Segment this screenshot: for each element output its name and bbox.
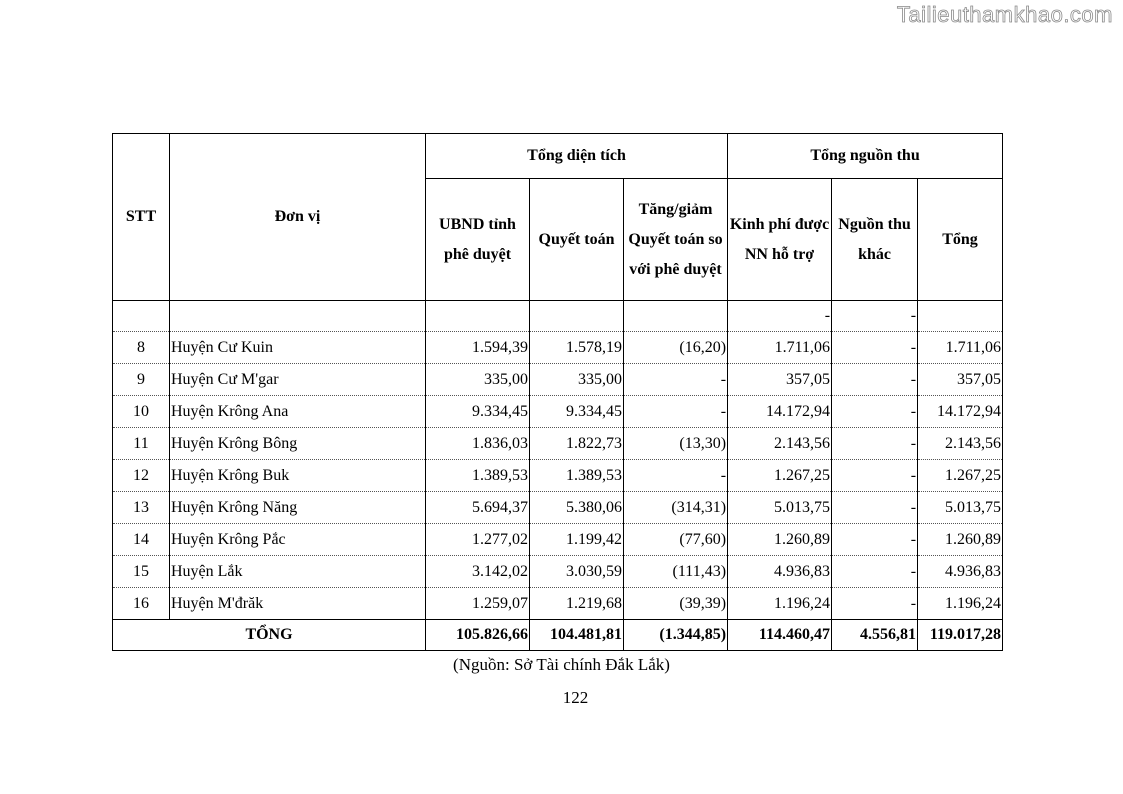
row-tang-giam: (77,60) <box>624 524 728 556</box>
table-cell <box>530 301 624 332</box>
row-kinh-phi: 4.936,83 <box>728 556 832 588</box>
table-row <box>113 492 1003 524</box>
row-name: Huyện Lắk <box>170 556 426 588</box>
table-row <box>113 364 1003 396</box>
row-quyet-toan: 9.334,45 <box>530 396 624 428</box>
row-nguon-thu-khac: - <box>832 556 918 588</box>
page-number: 122 <box>562 688 589 707</box>
header-group-revenue: Tổng nguồn thu <box>728 134 1003 179</box>
row-quyet-toan: 1.822,73 <box>530 428 624 460</box>
row-tong: 14.172,94 <box>918 396 1003 428</box>
row-ubnd: 5.694,37 <box>426 492 530 524</box>
row-nguon-thu-khac: - <box>832 460 918 492</box>
row-ubnd: 1.594,39 <box>426 332 530 364</box>
row-kinh-phi: 1.711,06 <box>728 332 832 364</box>
row-quyet-toan: 1.389,53 <box>530 460 624 492</box>
row-tang-giam: (13,30) <box>624 428 728 460</box>
table-body <box>113 301 1003 620</box>
table-cell <box>170 301 426 332</box>
row-ubnd: 1.259,07 <box>426 588 530 620</box>
header-nguon-thu-khac: Nguồn thu khác <box>832 179 918 301</box>
table-cell <box>624 301 728 332</box>
row-tong: 357,05 <box>918 364 1003 396</box>
row-nguon-thu-khac: - <box>832 524 918 556</box>
row-kinh-phi: 1.267,25 <box>728 460 832 492</box>
table-row <box>113 332 1003 364</box>
row-quyet-toan: 335,00 <box>530 364 624 396</box>
row-kinh-phi: 357,05 <box>728 364 832 396</box>
header-stt: STT <box>113 134 170 301</box>
row-tong: 4.936,83 <box>918 556 1003 588</box>
row-quyet-toan: 3.030,59 <box>530 556 624 588</box>
row-tang-giam: - <box>624 364 728 396</box>
header-don-vi: Đơn vị <box>170 134 426 301</box>
row-ubnd: 335,00 <box>426 364 530 396</box>
row-name: Huyện Krông Năng <box>170 492 426 524</box>
row-nguon-thu-khac: - <box>832 364 918 396</box>
row-quyet-toan: 1.199,42 <box>530 524 624 556</box>
row-stt: 14 <box>113 524 170 556</box>
row-name: Huyện Krông Ana <box>170 396 426 428</box>
total-nguon-thu-khac: 4.556,81 <box>832 620 918 651</box>
row-tong: 1.711,06 <box>918 332 1003 364</box>
total-quyet-toan: 104.481,81 <box>530 620 624 651</box>
row-quyet-toan: 5.380,06 <box>530 492 624 524</box>
row-name: Huyện Krông Buk <box>170 460 426 492</box>
row-ubnd: 1.836,03 <box>426 428 530 460</box>
row-stt: 11 <box>113 428 170 460</box>
row-kinh-phi: 1.196,24 <box>728 588 832 620</box>
row-tang-giam: (111,43) <box>624 556 728 588</box>
row-tang-giam: (39,39) <box>624 588 728 620</box>
table-row <box>113 588 1003 620</box>
row-tong: 1.260,89 <box>918 524 1003 556</box>
row-nguon-thu-khac: - <box>832 396 918 428</box>
row-tong: 2.143,56 <box>918 428 1003 460</box>
blank-row <box>113 301 1003 332</box>
table-header <box>113 134 1003 301</box>
total-tong: 119.017,28 <box>918 620 1003 651</box>
row-ubnd: 3.142,02 <box>426 556 530 588</box>
row-stt: 9 <box>113 364 170 396</box>
row-name: Huyện Krông Pắc <box>170 524 426 556</box>
total-row <box>113 620 1003 651</box>
row-tang-giam: (314,31) <box>624 492 728 524</box>
row-stt: 8 <box>113 332 170 364</box>
row-kinh-phi: 1.260,89 <box>728 524 832 556</box>
row-tang-giam: (16,20) <box>624 332 728 364</box>
total-ubnd: 105.826,66 <box>426 620 530 651</box>
header-tang-giam: Tăng/giảm Quyết toán so với phê duyệt <box>624 179 728 301</box>
total-label: TỔNG <box>113 620 426 651</box>
table-row <box>113 428 1003 460</box>
row-stt: 10 <box>113 396 170 428</box>
header-group-area: Tổng diện tích <box>426 134 728 179</box>
row-quyet-toan: 1.219,68 <box>530 588 624 620</box>
watermark: Tailieuthamkhao.com <box>896 2 1113 27</box>
row-name: Huyện Cư M'gar <box>170 364 426 396</box>
row-kinh-phi: 14.172,94 <box>728 396 832 428</box>
row-tang-giam: - <box>624 460 728 492</box>
row-name: Huyện Cư Kuin <box>170 332 426 364</box>
row-stt: 16 <box>113 588 170 620</box>
row-ubnd: 1.277,02 <box>426 524 530 556</box>
source-note: (Nguồn: Sở Tài chính Đắk Lắk) <box>453 655 670 674</box>
row-ubnd: 1.389,53 <box>426 460 530 492</box>
row-kinh-phi: 5.013,75 <box>728 492 832 524</box>
row-stt: 15 <box>113 556 170 588</box>
table-row <box>113 524 1003 556</box>
row-kinh-phi: 2.143,56 <box>728 428 832 460</box>
row-nguon-thu-khac: - <box>832 492 918 524</box>
table-row <box>113 556 1003 588</box>
total-tang-giam: (1.344,85) <box>624 620 728 651</box>
row-ubnd: 9.334,45 <box>426 396 530 428</box>
row-nguon-thu-khac: - <box>832 332 918 364</box>
row-quyet-toan: 1.578,19 <box>530 332 624 364</box>
table-row <box>113 396 1003 428</box>
row-name: Huyện M'đrăk <box>170 588 426 620</box>
table-cell <box>426 301 530 332</box>
row-stt: 12 <box>113 460 170 492</box>
table-cell: - <box>728 301 832 332</box>
finance-table <box>112 133 1003 651</box>
table-row <box>113 460 1003 492</box>
table-cell <box>918 301 1003 332</box>
total-kinh-phi: 114.460,47 <box>728 620 832 651</box>
header-quyet-toan: Quyết toán <box>530 179 624 301</box>
row-nguon-thu-khac: - <box>832 428 918 460</box>
row-tong: 5.013,75 <box>918 492 1003 524</box>
row-tang-giam: - <box>624 396 728 428</box>
row-tong: 1.196,24 <box>918 588 1003 620</box>
row-name: Huyện Krông Bông <box>170 428 426 460</box>
table-cell: - <box>832 301 918 332</box>
row-nguon-thu-khac: - <box>832 588 918 620</box>
table-cell <box>113 301 170 332</box>
row-stt: 13 <box>113 492 170 524</box>
header-tong: Tổng <box>918 179 1003 301</box>
header-kinh-phi: Kinh phí được NN hỗ trợ <box>728 179 832 301</box>
header-ubnd: UBND tỉnh phê duyệt <box>426 179 530 301</box>
row-tong: 1.267,25 <box>918 460 1003 492</box>
